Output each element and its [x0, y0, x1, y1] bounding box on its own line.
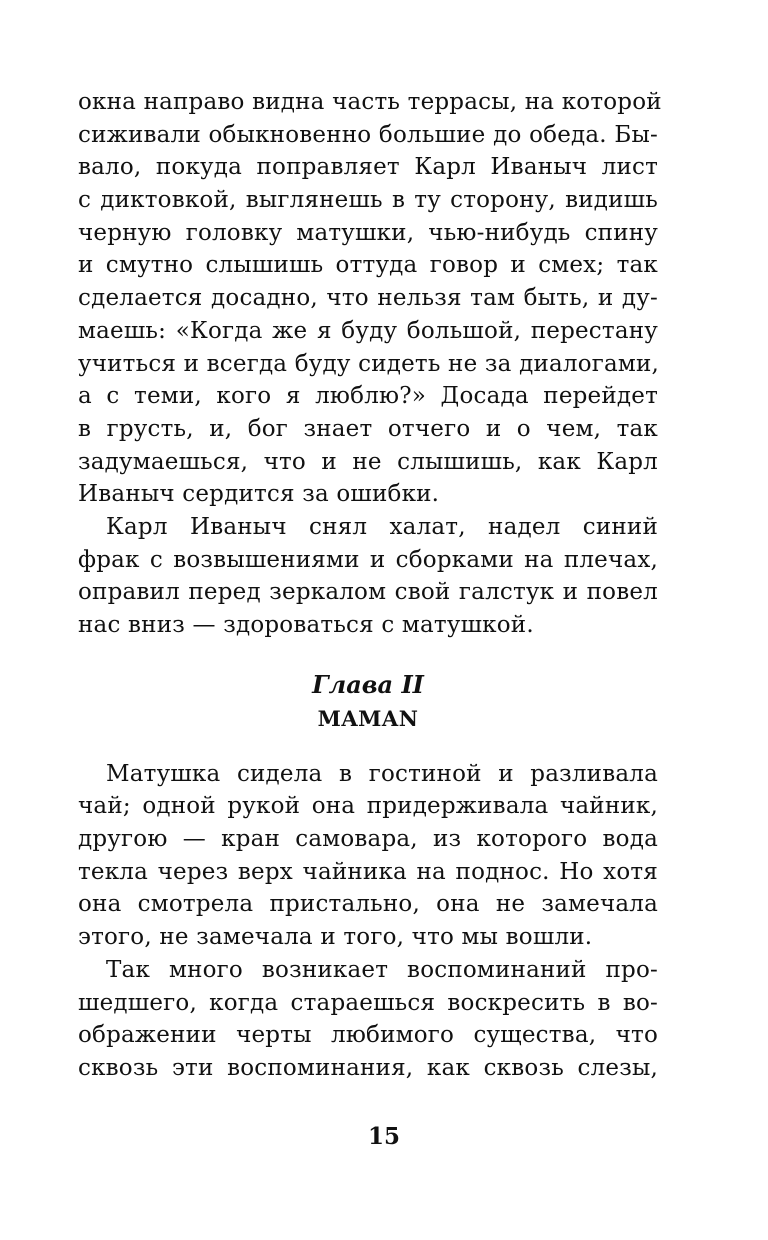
- text-line: фрак с возвышениями и сборками на плечах,: [78, 546, 658, 573]
- text-line: сквозь эти воспоминания, как сквозь слезы,: [78, 1054, 658, 1081]
- chapter-heading: [78, 668, 658, 736]
- book-page: [78, 86, 662, 1085]
- text-line: в грусть, и, бог знает отчего и о чем, так: [78, 415, 658, 442]
- text-line: сделается досадно, что нельзя там быть, и ду-: [78, 285, 658, 312]
- text-line: черную головку матушки, чью-нибудь спину: [78, 219, 658, 246]
- text-line: Так много возникает воспоминаний про-: [106, 956, 658, 983]
- text-line: Иваныч сердится за ошибки.: [78, 481, 440, 508]
- text-line: оправил перед зеркалом свой галстук и повел: [78, 579, 658, 606]
- text-line: Матушка сидела в гостиной и разливала: [106, 760, 658, 787]
- text-line: другою — кран самовара, из которого вода: [78, 826, 658, 853]
- paragraph: [78, 758, 658, 954]
- text-line: нас вниз — здороваться с матушкой.: [78, 612, 534, 638]
- chapter-title: MAMAN: [317, 705, 419, 731]
- paragraph: [78, 86, 662, 511]
- text-line: чай; одной рукой она придерживала чайник,: [78, 793, 658, 820]
- text-line: Карл Иваныч снял халат, надел синий: [106, 513, 658, 540]
- paragraph: [78, 511, 658, 642]
- chapter-number: Глава II: [312, 669, 424, 699]
- text-line: вало, покуда поправляет Карл Иваныч лист: [78, 154, 658, 181]
- page-number: 15: [367, 1123, 400, 1150]
- text-line: и смутно слышишь оттуда говор и смех; так: [78, 252, 658, 279]
- text-line: сиживали обыкновенно большие до обеда. Бы-: [78, 121, 658, 148]
- paragraph: [78, 954, 658, 1085]
- text-line: с диктовкой, выглянешь в ту сторону, видишь: [78, 187, 658, 214]
- text-line: окна направо видна часть террасы, на которой: [78, 89, 662, 115]
- text-line: а с теми, кого я люблю?» Досада перейдет: [78, 383, 658, 410]
- text-line: текла через верх чайника на поднос. Но хотя: [78, 858, 658, 885]
- body-text-top: [78, 86, 662, 642]
- body-text-bottom: [78, 758, 658, 1085]
- text-line: шедшего, когда стараешься воскресить в во-: [78, 989, 658, 1016]
- text-line: задумаешься, что и не слышишь, как Карл: [78, 448, 658, 475]
- text-line: маешь: «Когда же я буду большой, перестану: [78, 317, 658, 344]
- text-line: она смотрела пристально, она не замечала: [78, 891, 658, 918]
- text-line: этого, не замечала и того, что мы вошли.: [78, 924, 593, 951]
- text-line: учиться и всегда буду сидеть не за диалогами,: [78, 350, 660, 377]
- text-line: ображении черты любимого существа, что: [78, 1022, 658, 1049]
